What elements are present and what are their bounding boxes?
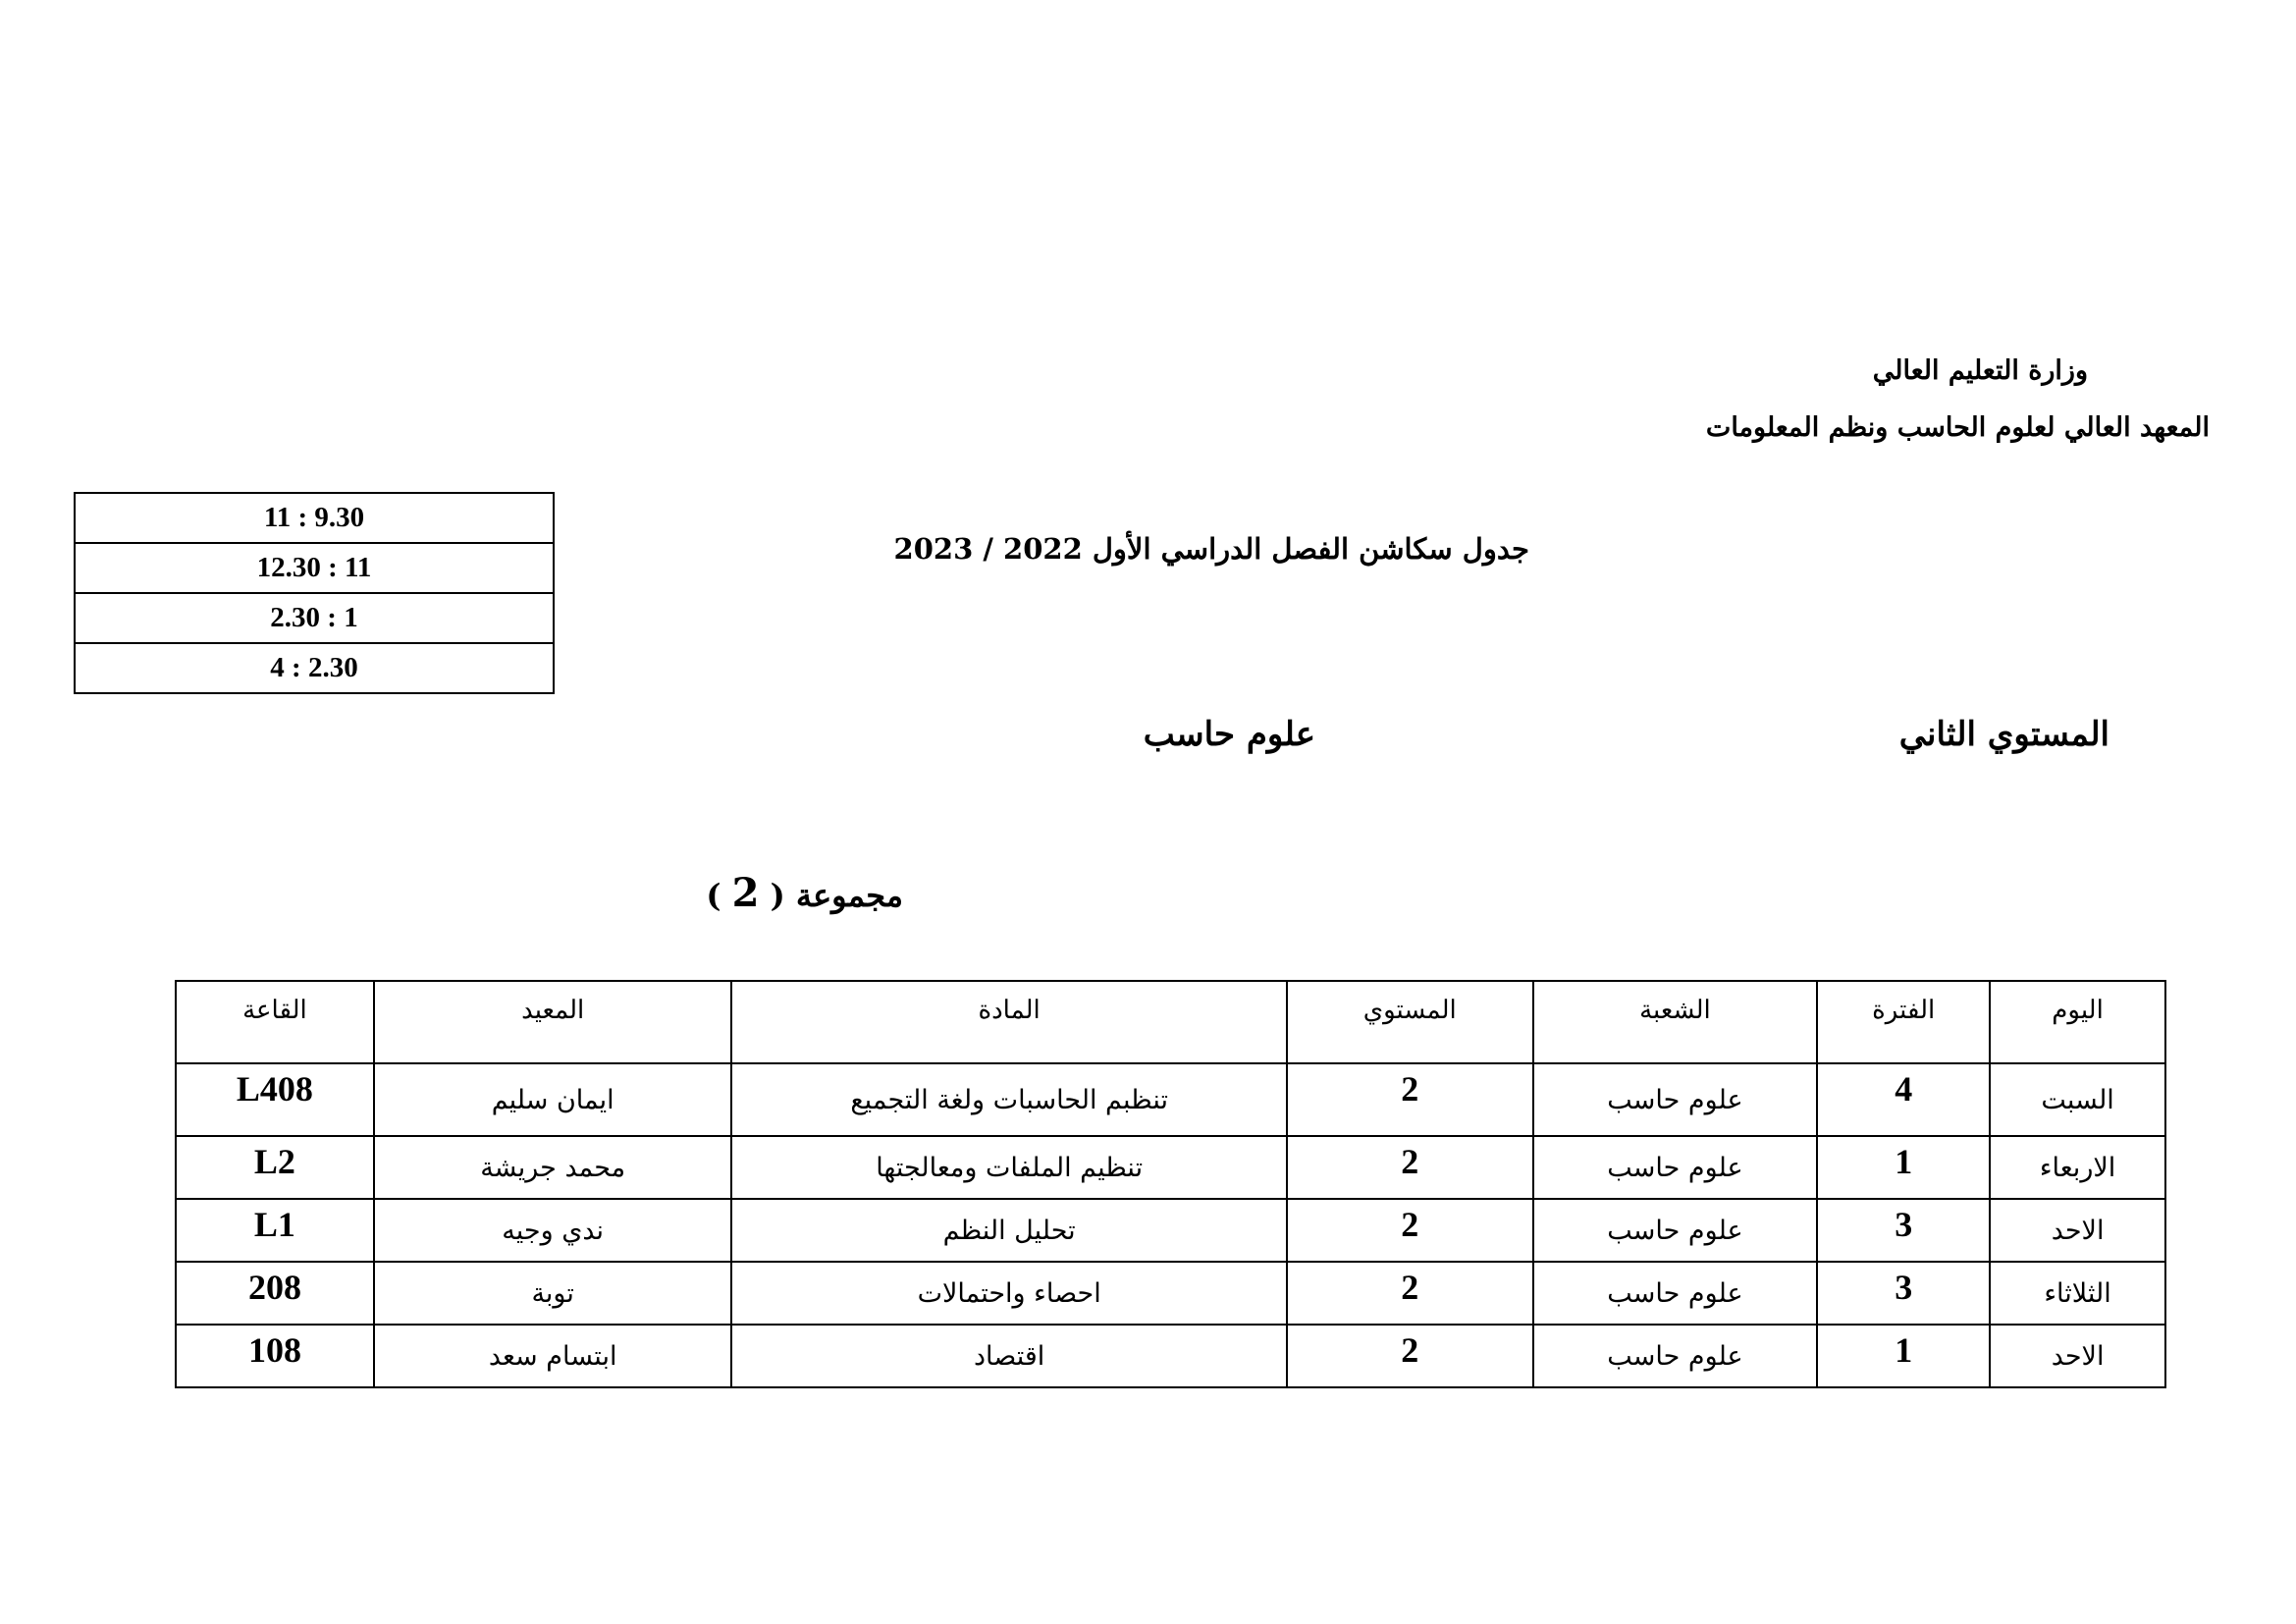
periods-table — [74, 492, 555, 694]
cell-hall: L408 — [176, 1063, 374, 1136]
institute-name: المعهد العالي لعلوم الحاسب ونظم المعلومات — [1705, 412, 2210, 443]
cell-level: 2 — [1287, 1262, 1533, 1325]
cell-hall: 108 — [176, 1325, 374, 1387]
cell-period: 1 — [1817, 1136, 1990, 1199]
header-subject: المادة — [731, 981, 1286, 1063]
period-cell: 11 : 9.30 — [75, 493, 554, 543]
cell-level: 2 — [1287, 1136, 1533, 1199]
table-row — [176, 1136, 2165, 1199]
department-label: علوم حاسب — [1143, 715, 1315, 754]
cell-instructor: توبة — [374, 1262, 732, 1325]
cell-period: 3 — [1817, 1199, 1990, 1262]
period-cell: 12.30 : 11 — [75, 543, 554, 593]
cell-subject: تنظيم الملفات ومعالجتها — [731, 1136, 1286, 1199]
period-cell: 4 : 2.30 — [75, 643, 554, 693]
header-hall: القاعة — [176, 981, 374, 1063]
table-row — [176, 1325, 2165, 1387]
period-row — [75, 593, 554, 643]
header-instructor: المعيد — [374, 981, 732, 1063]
table-row — [176, 1063, 2165, 1136]
schedule-table — [175, 980, 2166, 1388]
ministry-name: وزارة التعليم العالي — [1872, 355, 2088, 386]
cell-instructor: ندي وجيه — [374, 1199, 732, 1262]
group-label — [687, 870, 903, 916]
cell-day: الاربعاء — [1990, 1136, 2165, 1199]
cell-day: الاحد — [1990, 1199, 2165, 1262]
cell-level: 2 — [1287, 1063, 1533, 1136]
cell-period: 3 — [1817, 1262, 1990, 1325]
cell-hall: 208 — [176, 1262, 374, 1325]
period-row — [75, 543, 554, 593]
header-division: الشعبة — [1533, 981, 1818, 1063]
cell-instructor: ابتسام سعد — [374, 1325, 732, 1387]
header-row — [176, 981, 2165, 1063]
cell-division: علوم حاسب — [1533, 1262, 1818, 1325]
cell-level: 2 — [1287, 1199, 1533, 1262]
cell-division: علوم حاسب — [1533, 1136, 1818, 1199]
cell-hall: L1 — [176, 1199, 374, 1262]
cell-period: 4 — [1817, 1063, 1990, 1136]
header-day: اليوم — [1990, 981, 2165, 1063]
table-row — [176, 1199, 2165, 1262]
group-number: 2 — [731, 870, 760, 916]
cell-subject: اقتصاد — [731, 1325, 1286, 1387]
cell-subject: احصاء واحتمالات — [731, 1262, 1286, 1325]
level-label: المستوي الثاني — [1898, 715, 2109, 754]
header-level: المستوي — [1287, 981, 1533, 1063]
cell-instructor: ايمان سليم — [374, 1063, 732, 1136]
page-title: جدول سكاشن الفصل الدراسي الأول 2022 / 2023 — [893, 532, 1529, 566]
cell-subject: تحليل النظم — [731, 1199, 1286, 1262]
cell-day: الاحد — [1990, 1325, 2165, 1387]
header-period: الفترة — [1817, 981, 1990, 1063]
cell-division: علوم حاسب — [1533, 1063, 1818, 1136]
group-text: مجموعة ( — [770, 877, 903, 914]
cell-level: 2 — [1287, 1325, 1533, 1387]
group-close: ) — [706, 877, 721, 914]
cell-day: السبت — [1990, 1063, 2165, 1136]
period-row — [75, 643, 554, 693]
period-row — [75, 493, 554, 543]
cell-division: علوم حاسب — [1533, 1199, 1818, 1262]
cell-subject: تنظبم الحاسبات ولغة التجميع — [731, 1063, 1286, 1136]
cell-division: علوم حاسب — [1533, 1325, 1818, 1387]
cell-period: 1 — [1817, 1325, 1990, 1387]
period-cell: 2.30 : 1 — [75, 593, 554, 643]
table-row — [176, 1262, 2165, 1325]
cell-day: الثلاثاء — [1990, 1262, 2165, 1325]
cell-hall: L2 — [176, 1136, 374, 1199]
cell-instructor: محمد جريشة — [374, 1136, 732, 1199]
